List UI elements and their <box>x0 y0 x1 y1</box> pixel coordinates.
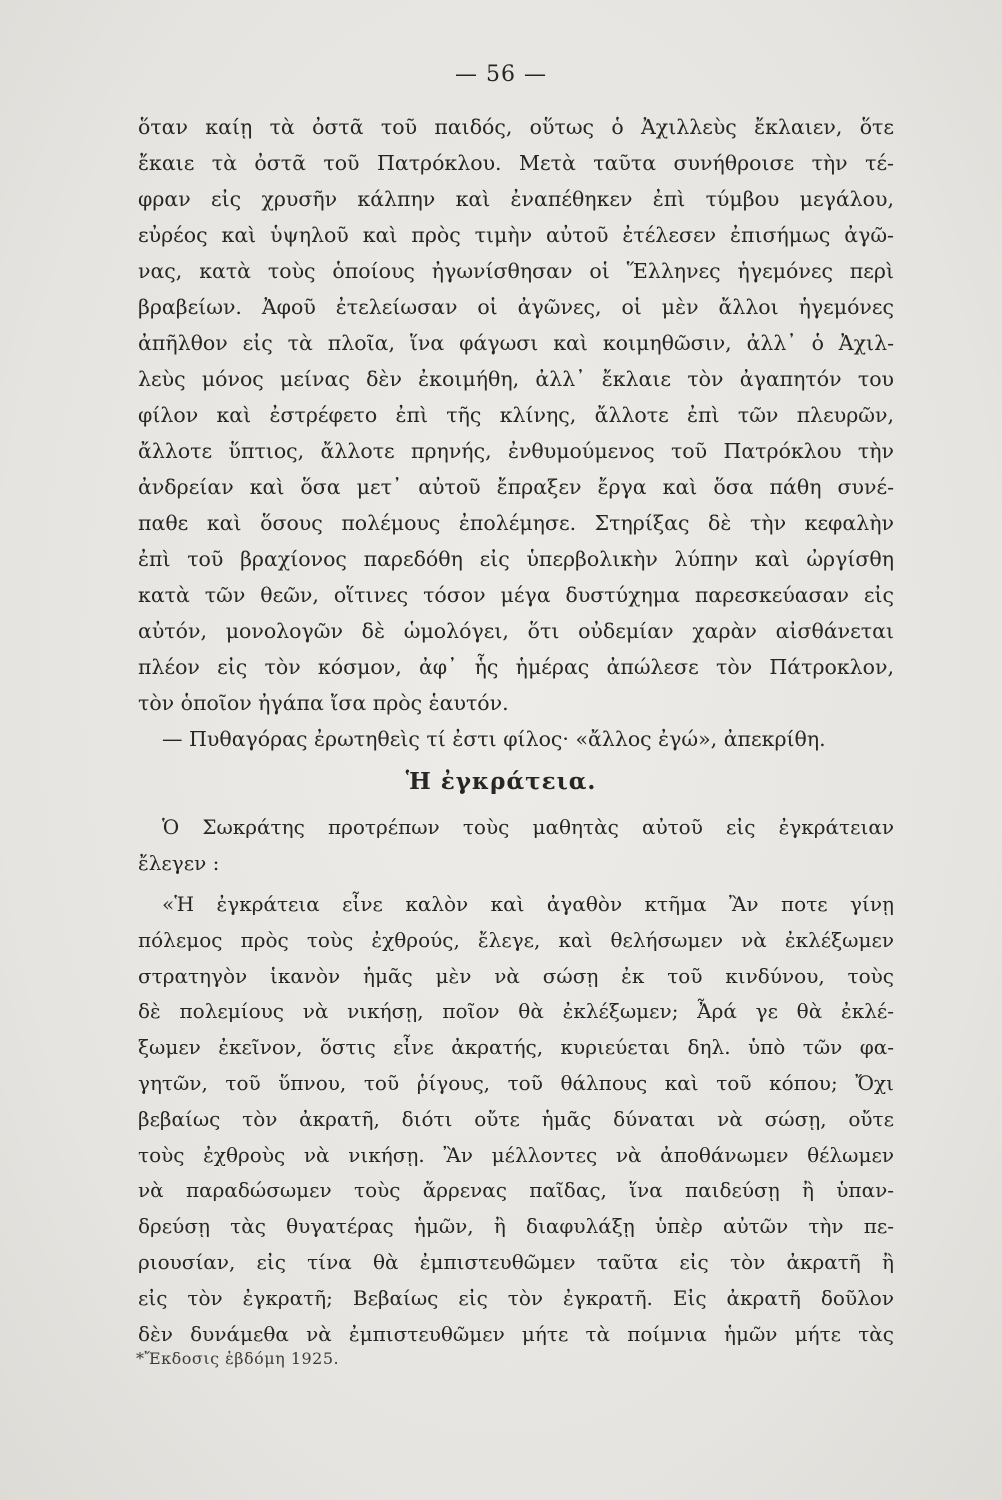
text-line: πόλεμος πρὸς τοὺς ἐχθρούς, ἔλεγε, καὶ θελήσωμεν νὰ ἐκλέξωμεν <box>138 927 894 952</box>
text-line: ἔκαιε τὰ ὀστᾶ τοῦ Πατρόκλου. Μετὰ ταῦτα συνήθροισε τὴν τέ- <box>138 151 894 175</box>
section-heading: Ἡ ἐγκράτεια. <box>405 768 597 795</box>
text-line: βραβείων. Ἀφοῦ ἐτελείωσαν οἱ ἀγῶνες, οἱ μὲν ἄλλοι ἡγεμόνες <box>138 295 894 319</box>
text-line: παθε καὶ ὅσους πολέμους ἐπολέμησε. Στηρίξας δὲ τὴν κεφαλὴν <box>138 511 894 535</box>
page-number: — 56 — <box>455 62 547 87</box>
edition-footer: *Ἔκδοσις ἑβδόμη 1925. <box>136 1349 340 1369</box>
text-line: βεβαίως τὸν ἀκρατῆ, διότι οὔτε ἡμᾶς δύναται νὰ σώσῃ, οὔτε <box>138 1106 894 1131</box>
text-line: τὸν ὁποῖον ἠγάπα ἴσα πρὸς ἑαυτόν. <box>138 691 509 715</box>
text-line: λεὺς μόνος μείνας δὲν ἐκοιμήθη, ἀλλ᾽ ἔκλαιε τὸν ἀγαπητόν του <box>138 367 894 391</box>
text-line: νας, κατὰ τοὺς ὁποίους ἠγωνίσθησαν οἱ Ἕλληνες ἡγεμόνες περὶ <box>138 259 894 283</box>
text-line: ξωμεν ἐκεῖνον, ὅστις εἶνε ἀκρατής, κυριεύεται δηλ. ὑπὸ τῶν φα- <box>138 1035 894 1060</box>
text-line: ἄλλοτε ὕπτιος, ἄλλοτε πρηνής, ἐνθυμούμενος τοῦ Πατρόκλου τὴν <box>138 439 894 463</box>
text-line: «Ἡ ἐγκράτεια εἶνε καλὸν καὶ ἀγαθὸν κτῆμα Ἂν ποτε γίνῃ <box>162 892 894 916</box>
text-line: ὅταν καίῃ τὰ ὀστᾶ τοῦ παιδός, οὕτως ὁ Ἀχιλλεὺς ἔκλαιεν, ὅτε <box>138 115 894 139</box>
text-line: γητῶν, τοῦ ὕπνου, τοῦ ῥίγους, τοῦ θάλπους καὶ τοῦ κόπου; Ὄχι <box>138 1071 894 1095</box>
text-line: ἐπὶ τοῦ βραχίονος παρεδόθη εἰς ὑπερβολικὴν λύπην καὶ ὠργίσθη <box>138 547 894 571</box>
text-line: ριουσίαν, εἰς τίνα θὰ ἐμπιστευθῶμεν ταῦτα εἰς τὸν ἀκρατῆ ἢ <box>138 1250 894 1274</box>
text-line: πλέον εἰς τὸν κόσμον, ἀφ᾽ ἧς ἡμέρας ἀπώλεσε τὸν Πάτροκλον, <box>138 655 894 679</box>
text-line: ἀνδρείαν καὶ ὅσα μετ᾽ αὐτοῦ ἔπραξεν ἔργα καὶ ὅσα πάθη συνέ- <box>138 475 894 499</box>
text-line: εὐρέος καὶ ὑψηλοῦ καὶ πρὸς τιμὴν αὐτοῦ ἐτέλεσεν ἐπισήμως ἀγῶ- <box>138 223 894 247</box>
text-line: φίλον καὶ ἐστρέφετο ἐπὶ τῆς κλίνης, ἄλλοτε ἐπὶ τῶν πλευρῶν, <box>138 403 894 427</box>
text-line: στρατηγὸν ἱκανὸν ἡμᾶς μὲν νὰ σώσῃ ἐκ τοῦ κινδύνου, τοὺς <box>138 963 894 988</box>
text-line: φραν εἰς χρυσῆν κάλπην καὶ ἐναπέθηκεν ἐπὶ τύμβου μεγάλου, <box>138 187 894 211</box>
text-line: Ὁ Σωκράτης προτρέπων τοὺς μαθητὰς αὐτοῦ εἰς ἐγκράτειαν <box>162 815 894 839</box>
text-line: τοὺς ἐχθροὺς νὰ νικήσῃ. Ἂν μέλλοντες νὰ ἀποθάνωμεν θέλωμεν <box>138 1142 894 1167</box>
text-line: δὲ πολεμίους νὰ νικήσῃ, ποῖον θὰ ἐκλέξωμεν; Ἆρά γε θὰ ἐκλέ- <box>138 999 894 1024</box>
text-line: αὐτόν, μονολογῶν δὲ ὡμολόγει, ὅτι οὐδεμίαν χαρὰν αἰσθάνεται <box>138 619 894 643</box>
text-line: ἀπῆλθον εἰς τὰ πλοῖα, ἵνα φάγωσι καὶ κοιμηθῶσιν, ἀλλ᾽ ὁ Ἀχιλ- <box>138 331 894 355</box>
text-line: δρεύσῃ τὰς θυγατέρας ἡμῶν, ἢ διαφυλάξῃ ὑπὲρ αὐτῶν τὴν πε- <box>138 1214 894 1239</box>
text-line: νὰ παραδώσωμεν τοὺς ἄρρενας παῖδας, ἵνα παιδεύσῃ ἢ ὑπαν- <box>138 1178 894 1203</box>
pythagoras-quote: — Πυθαγόρας ἐρωτηθεὶς τί ἐστι φίλος· «ἄλλος ἐγώ», ἀπεκρίθη. <box>162 727 826 751</box>
text-line: ἔλεγεν : <box>138 851 220 875</box>
text-line: κατὰ τῶν θεῶν, οἵτινες τόσον μέγα δυστύχημα παρεσκεύασαν εἰς <box>138 583 894 607</box>
text-line: δὲν δυνάμεθα νὰ ἐμπιστευθῶμεν μήτε τὰ ποίμνια ἡμῶν μήτε τὰς <box>138 1321 894 1346</box>
text-line: εἰς τὸν ἐγκρατῆ; Βεβαίως εἰς τὸν ἐγκρατῆ. Εἰς ἀκρατῆ δοῦλον <box>138 1285 894 1310</box>
